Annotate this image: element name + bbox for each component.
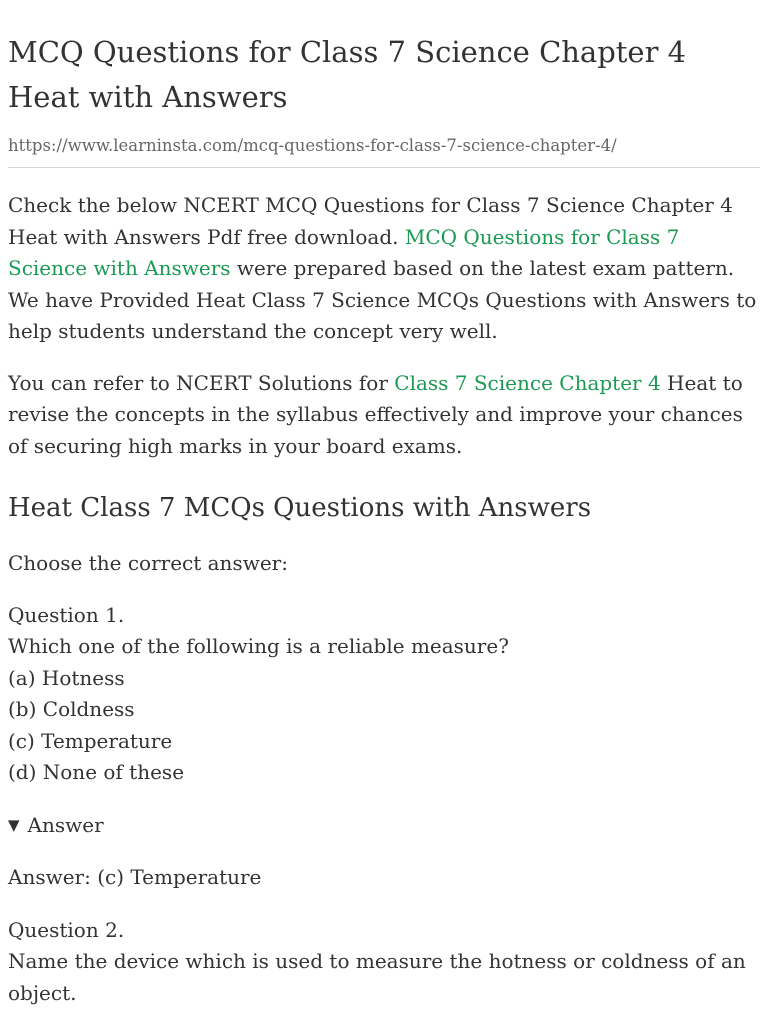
instruction-text: Choose the correct answer: [8, 551, 288, 575]
option-b: (b) Coldness [8, 697, 135, 721]
triangle-down-icon: ▼ [8, 815, 20, 834]
question-label: Question 1. [8, 602, 125, 627]
class7-science-chapter4-link[interactable]: Class 7 Science Chapter 4 [394, 370, 661, 395]
question-text: Name the device which is used to measure the hotness or coldness of an object. [8, 949, 746, 1005]
answer-toggle-label: Answer [27, 812, 104, 837]
option-d: (d) None of these [8, 760, 185, 784]
intro-text-1: Check the below NCERT MCQ Questions for Class 7 Science Chapter 4 Heat with Answers Pdf free download. [8, 193, 733, 249]
answer-toggle[interactable] [8, 810, 760, 842]
option-a: (a) Hotness [8, 665, 125, 690]
question-2 [8, 915, 760, 1010]
intro-text-2: were prepared based on the latest exam pattern. We have Provided Heat Class 7 Science MCQs Questions with Answers to help students understand the concept very well. [8, 256, 757, 343]
section-heading: Heat Class 7 MCQs Questions with Answers [8, 493, 592, 523]
mcq-class7-science-link[interactable]: MCQ Questions for Class 7 Science with Answers [8, 224, 680, 280]
answer-text: Answer: (c) Temperature [8, 865, 262, 889]
intro-paragraph [8, 190, 760, 348]
page-title: MCQ Questions for Class 7 Science Chapter 4 Heat with Answers [8, 35, 687, 114]
page-url: https://www.learninsta.com/mcq-questions-for-class-7-science-chapter-4/ [8, 135, 760, 168]
question-text: Which one of the following is a reliable measure? [8, 634, 509, 658]
question-label: Question 2. [8, 917, 125, 942]
refer-text-1: You can refer to NCERT Solutions for [8, 370, 395, 395]
refer-text-2: Heat to revise the concepts in the syllabus effectively and improve your chances of securing high marks in your board exams. [8, 370, 743, 458]
refer-paragraph [8, 368, 760, 463]
question-1 [8, 600, 760, 789]
option-c: (c) Temperature [8, 728, 173, 753]
